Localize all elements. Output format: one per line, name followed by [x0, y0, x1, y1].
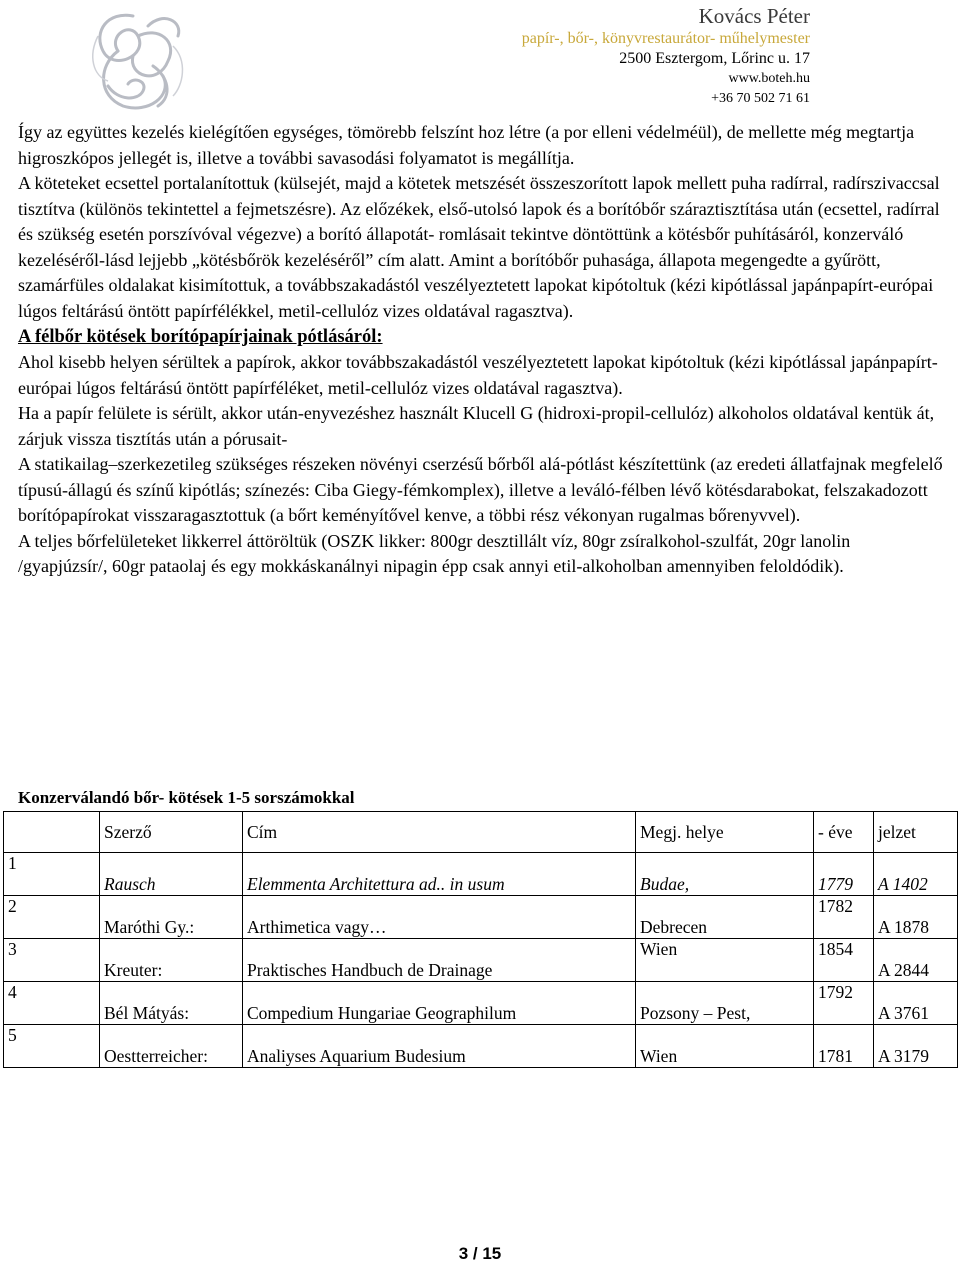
row-year: 1779 — [818, 874, 853, 894]
paragraph-3: Ahol kisebb helyen sérültek a papírok, akkor továbbszakadástól veszélyeztetett lapokat kipótoltuk (kézi kipótlással japánpapírt-európai lúgos feltárású öntött papírféléket, metil-cellulóz vizes oldatával ragasztva). — [18, 352, 938, 398]
table-row — [4, 896, 958, 939]
bindings-table — [3, 811, 958, 1068]
paragraph-1: Így az együttes kezelés kielégítően egységes, tömörebb felszínt hoz létre (a por elleni védelméül), de mellette még megtartja higroszkópos jellegét is, illetve a további savasodási folyamatot is megállítja. — [18, 122, 915, 168]
row-code: A 1878 — [878, 917, 930, 937]
row-code: A 3761 — [878, 1003, 930, 1023]
row-place: Wien — [640, 1046, 678, 1066]
paragraph-6: A teljes bőrfelületeket likkerrel áttöröltük (OSZK likker: 800gr desztillált víz, 80gr zsíralkohol-szulfát, 20gr lanolin /gyapjúzsír/, 60gr pataolaj és egy mokkáskanálnyi nipagin épp csak annyi etil-alkoholban amennyiben feloldódik). — [18, 530, 851, 576]
letterhead — [522, 4, 810, 109]
header-code: jelzet — [874, 812, 958, 853]
row-title: Elemmenta Architettura ad.. in usum — [247, 874, 505, 894]
header-num — [4, 812, 100, 853]
row-title: Compedium Hungariae Geographilum — [247, 1003, 517, 1023]
table-row — [4, 853, 958, 896]
row-title: Analiyses Aquarium Budesium — [247, 1046, 466, 1066]
row-year: 1781 — [818, 1046, 853, 1066]
row-author: Kreuter: — [104, 960, 163, 980]
document-body — [18, 120, 943, 580]
header-name: Kovács Péter — [698, 4, 810, 28]
table-row — [4, 939, 958, 982]
row-number: 1 — [8, 853, 17, 873]
row-year: 1854 — [818, 939, 853, 959]
row-code: A 3179 — [878, 1046, 930, 1066]
row-author: Bél Mátyás: — [104, 1003, 190, 1023]
row-place: Debrecen — [640, 917, 708, 937]
section-heading: A félbőr kötések borítópapírjainak pótlásáról: — [18, 327, 383, 347]
table-title: Konzerválandó bőr- kötések 1-5 sorszámokkal — [18, 788, 355, 807]
table-row — [4, 982, 958, 1025]
row-year: 1792 — [818, 982, 853, 1002]
page-number: 3 / 15 — [458, 1244, 502, 1263]
row-title: Arthimetica vagy… — [247, 917, 387, 937]
row-author: Maróthi Gy.: — [104, 917, 195, 937]
row-title: Praktisches Handbuch de Drainage — [247, 960, 493, 980]
row-place: Wien — [640, 939, 678, 959]
row-place: Pozsony – Pest, — [640, 1003, 751, 1023]
row-author: Oestterreicher: — [104, 1046, 208, 1066]
row-number: 3 — [8, 939, 17, 959]
header-place: Megj. helye — [636, 812, 814, 853]
row-number: 5 — [8, 1025, 17, 1045]
header-author: Szerző — [100, 812, 243, 853]
header-phone: +36 70 502 71 61 — [711, 91, 810, 106]
paragraph-5: A statikailag–szerkezetileg szükséges részeken növényi cserzésű bőrből alá-pótlást készítettünk (az eredeti állatfajnak megfelelő típusú-állagú és színű kipótlás; színezés: Ciba Giegy-fémkomplex), illetve a leváló-félben lévő kötésdarabokat, felszakadozott borítópapírokat visszaragasztottuk (a bőrt keményítővel kenve, a többi rész vékonyan rugalmas bőrenyvvel). — [18, 454, 943, 525]
row-code: A 1402 — [878, 874, 928, 894]
row-number: 4 — [8, 982, 17, 1002]
header-title: Cím — [243, 812, 636, 853]
row-year: 1782 — [818, 896, 853, 916]
paragraph-2: A köteteket ecsettel portalanítottuk (külsejét, majd a kötetek metszését összeszorított lapok mellett puha radírral, radírszivaccsal tisztítva (különös tekintettel a fejmetszésre). Az előzékek, első-utolsó lapok és a borítóbőr száraztisztítása után (ecsettel, radírral és szükség esetén porszívóval végezve) a borító állapotát- romlásait tekintve döntöttünk a kötésbőr puhításáról, konzerváló kezeléséről-lásd lejjebb „kötésbőrök kezeléséről” cím alatt. Amint a borítóbőr puhasága, állapota megengedte a gyűrött, szamárfüles oldalakat kisimítottuk, a továbbszakadástól veszélyeztetett lapokat kipótoltuk (kézi kipótlással japánpapírt-európai lúgos feltárású öntött papírfélékkel, metil-cellulóz vizes oldatával ragasztva). — [18, 173, 940, 321]
row-place: Budae, — [640, 874, 690, 894]
row-author: Rausch — [104, 874, 156, 894]
ornamental-monogram-logo — [78, 6, 198, 114]
row-code: A 2844 — [878, 960, 930, 980]
header-year: - éve — [814, 812, 874, 853]
paragraph-4: Ha a papír felülete is sérült, akkor után-enyvezéshez használt Klucell G (hidroxi-propil-cellulóz) alkoholos oldatával kentük át, zárjuk vissza tisztítás után a pórusait- — [18, 403, 935, 449]
table-row — [4, 1025, 958, 1068]
header-subtitle: papír-, bőr-, könyvrestaurátor- műhelymester — [521, 30, 810, 47]
header-address: 2500 Esztergom, Lőrinc u. 17 — [619, 50, 810, 67]
table-header-row — [4, 812, 958, 853]
header-website: www.boteh.hu — [728, 71, 810, 86]
row-number: 2 — [8, 896, 17, 916]
